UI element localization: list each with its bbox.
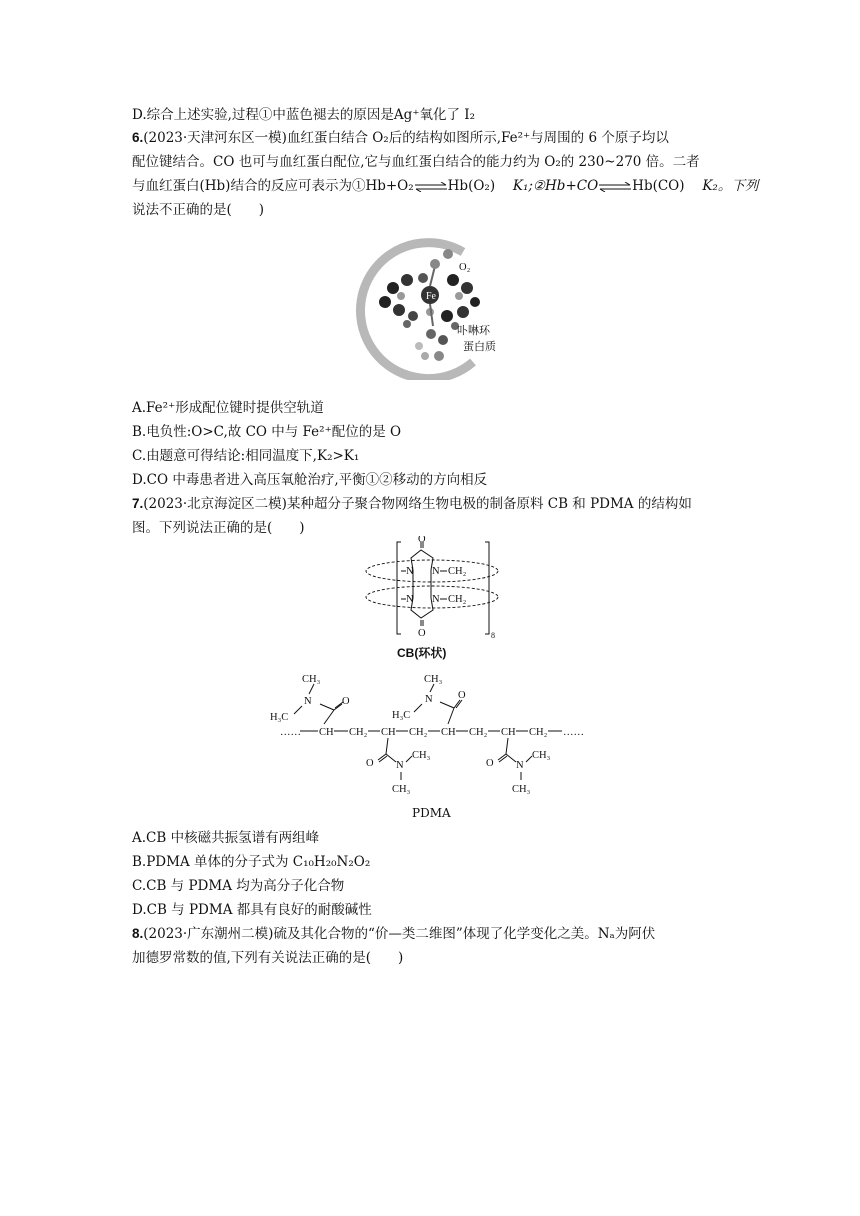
atom-n: N: [406, 594, 414, 605]
group-ch2: CH₂: [529, 727, 548, 738]
q6-stem-line1: [132, 128, 669, 148]
q7-option-a: A.CB 中核磁共振氢谱有两组峰: [132, 830, 320, 846]
atom-o: O: [458, 690, 466, 701]
q8-stem-line2: 加德罗常数的值,下列有关说法正确的是( ): [132, 950, 404, 966]
group-ch3: CH₃: [532, 750, 551, 761]
q8-text-1: (2023·广东潮州二模)硫及其化合物的“价—类二维图”体现了化学变化之美。Nₐ为阿伏: [143, 926, 656, 942]
q6-option-a: A.Fe²⁺形成配位键时提供空轨道: [132, 400, 324, 416]
protein-label: 蛋白质: [463, 341, 496, 353]
porphyrin-label: 卟啉环: [457, 325, 490, 337]
atom-n: N: [516, 760, 524, 771]
atom-n: N: [432, 594, 440, 605]
group-ch3: CH₃: [424, 674, 443, 685]
subscript-8: 8: [491, 631, 495, 640]
group-ch3: CH₃: [392, 784, 411, 795]
q6-eq2-k: K₂。下列: [702, 178, 759, 194]
oxygen-atom: [443, 249, 453, 259]
cb-structure: [355, 536, 505, 644]
equilibrium-arrow-icon: [598, 182, 632, 192]
hemoglobin-figure: [355, 230, 505, 380]
q6-text-1: (2023·天津河东区一模)血红蛋白结合 O₂后的结构如图所示,Fe²⁺与周围的 6 个原子均以: [143, 130, 669, 146]
atom-n: N: [396, 760, 404, 771]
q7-option-b: B.PDMA 单体的分子式为 C₁₀H₂₀N₂O₂: [132, 854, 371, 870]
q6-option-d: D.CO 中毒患者进入高压氧舱治疗,平衡①②移动的方向相反: [132, 472, 488, 488]
q7-number: 7.: [132, 496, 144, 511]
fe-label: Fe: [426, 291, 436, 302]
atom-n: N: [406, 566, 414, 577]
o2-label: O₂: [459, 262, 471, 273]
pdma-caption: PDMA: [412, 806, 451, 820]
q6-stem-line3: [132, 176, 758, 196]
q6-option-c: C.由题意可得结论:相同温度下,K₂>K₁: [132, 448, 360, 464]
group-ch2: CH₂: [409, 727, 428, 738]
q6-eq1-left: 与血红蛋白(Hb)结合的反应可表示为①Hb+O₂: [132, 178, 414, 194]
pdma-structure: [262, 668, 602, 798]
cb-caption: CB(环状): [397, 646, 447, 660]
atom-o: O: [418, 536, 426, 545]
q8-stem-line1: [132, 924, 655, 944]
group-ch2: CH₂: [448, 566, 467, 577]
atom-o: O: [366, 758, 374, 769]
atom-o: O: [418, 628, 426, 639]
q7-stem-line2: 图。下列说法正确的是( ): [132, 520, 305, 536]
q6-option-b: B.电负性:O>C,故 CO 中与 Fe²⁺配位的是 O: [132, 424, 402, 440]
atom-n: N: [425, 694, 433, 705]
q7-stem-line1: [132, 494, 692, 514]
chain-dots: ……: [563, 727, 584, 738]
atom-o: O: [342, 696, 350, 707]
group-ch: CH: [441, 727, 456, 738]
group-ch2: CH₂: [469, 727, 488, 738]
group-ch2: CH₂: [349, 727, 368, 738]
q7-option-d: D.CB 与 PDMA 都具有良好的耐酸碱性: [132, 902, 372, 918]
atom-o: O: [486, 758, 494, 769]
q6-eq1-right: Hb(O₂): [447, 178, 496, 194]
group-h3c: H₃C: [392, 710, 411, 721]
q7-option-c: C.CB 与 PDMA 均为高分子化合物: [132, 878, 345, 894]
q6-number: 6.: [132, 130, 144, 145]
group-h3c: H₃C: [270, 712, 289, 723]
group-ch3: CH₃: [412, 750, 431, 761]
q6-eq2-right: Hb(CO): [632, 178, 685, 194]
q7-text-1: (2023·北京海淀区二模)某种超分子聚合物网络生物电极的制备原料 CB 和 PDMA 的结构如: [143, 496, 692, 512]
group-ch3: CH₃: [302, 674, 321, 685]
q6-stem-line2: 配位键结合。CO 也可与血红蛋白配位,它与血红蛋白结合的能力约为 O₂的 230~270 倍。二者: [132, 154, 700, 170]
q8-number: 8.: [132, 926, 144, 941]
q6-eq2-left: K₁;②Hb+CO: [512, 178, 599, 194]
atom-n: N: [304, 696, 312, 707]
group-ch: CH: [381, 727, 396, 738]
protein-ring-arc: [360, 243, 473, 379]
atom-n: N: [432, 566, 440, 577]
group-ch2: CH₂: [448, 594, 467, 605]
chain-dots: ……: [280, 727, 301, 738]
oxygen-atom: [430, 259, 440, 269]
group-ch3: CH₃: [512, 784, 531, 795]
q5-option-d: D.综合上述实验,过程①中蓝色褪去的原因是Ag⁺氧化了 I₂: [132, 107, 475, 123]
equilibrium-arrow-icon: [414, 182, 448, 192]
group-ch: CH: [501, 727, 516, 738]
q6-stem-line4: 说法不正确的是( ): [132, 202, 265, 218]
group-ch: CH: [319, 727, 334, 738]
